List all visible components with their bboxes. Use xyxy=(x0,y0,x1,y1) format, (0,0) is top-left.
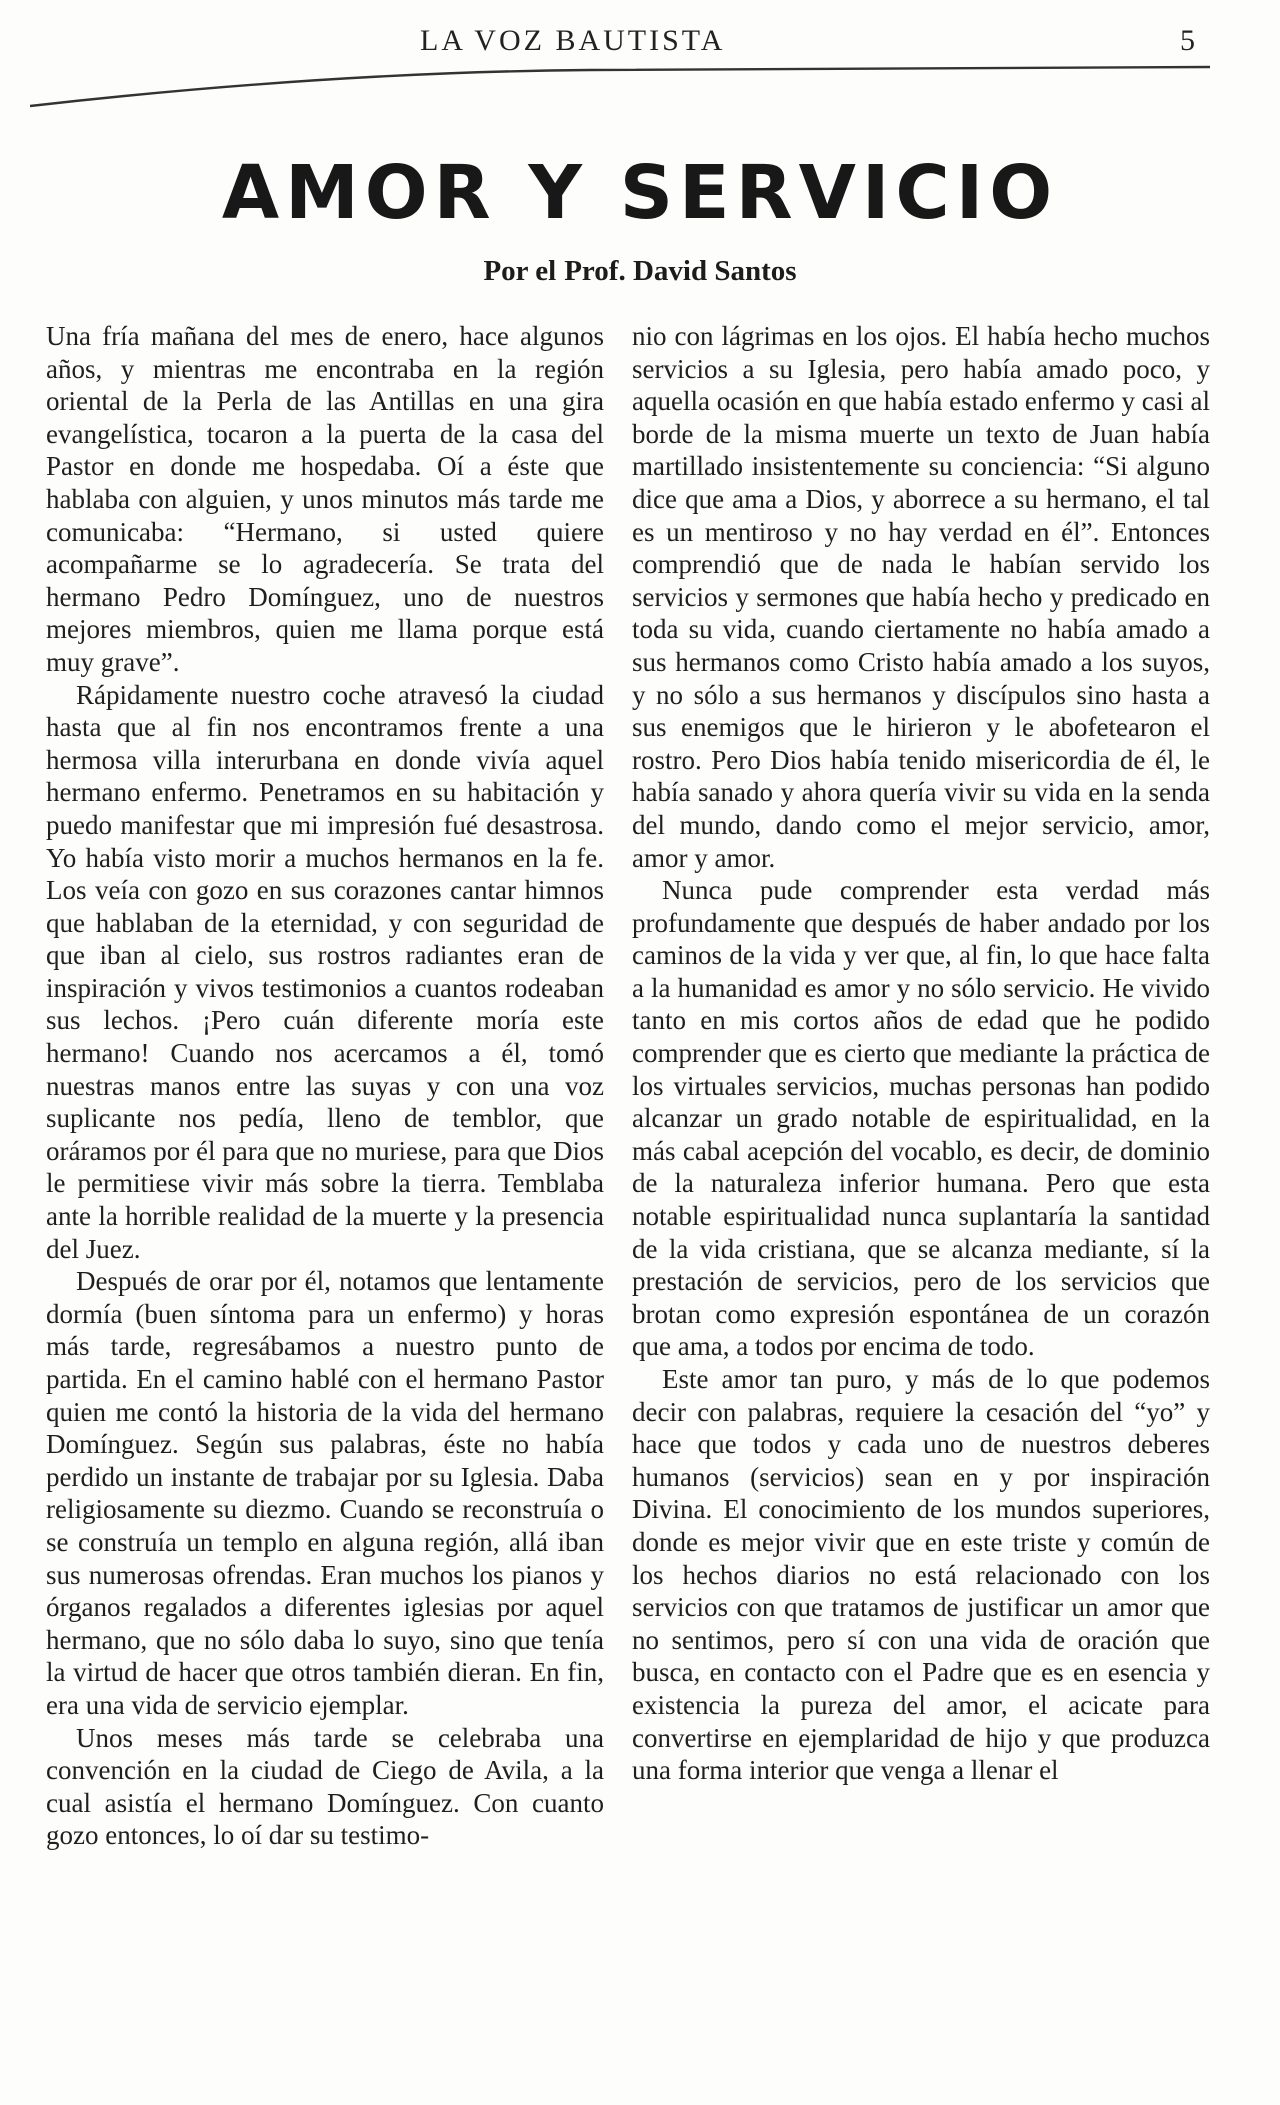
left-column xyxy=(46,320,604,2090)
article-title: AMOR Y SERVICIO xyxy=(221,150,1059,236)
paragraph: Después de orar por él, notamos que lentamente dormía (buen síntoma para un enfermo) y horas más tarde, regresábamos a nuestro punto de partida. En el camino hablé con el hermano Pastor quien me contó la historia de la vida del hermano Domínguez. Según sus palabras, éste no había perdido un instante de trabajar por su Iglesia. Daba religiosamente su diezmo. Cuando se reconstruía o se construía un templo en alguna región, allá iban sus numerosas ofrendas. Eran muchos los pianos y órganos regalados a diferentes iglesias por aquel hermano, que no sólo daba lo suyo, sino que tenía la virtud de hacer que otros también dieran. En fin, era una vida de servicio ejemplar. xyxy=(46,1266,604,1720)
header-rule xyxy=(30,64,1210,124)
paragraph: nio con lágrimas en los ojos. El había hecho muchos servicios a su Iglesia, pero había amado poco, y aquella ocasión en que había estado enfermo y casi al borde de la misma muerte un texto de Juan había martillado insistentemente su conciencia: “Si alguno dice que ama a Dios, y aborrece a su hermano, el tal es un mentiroso y no hay verdad en él”. Entonces comprendió que de nada le habían servido los servicios y sermones que había hecho y predicado en toda su vida, cuando ciertamente no había amado a sus hermanos como Cristo había amado a los suyos, y no sólo a sus hermanos y discípulos sino hasta a sus enemigos que le hirieron y le abofetearon el rostro. Pero Dios había tenido misericordia de él, le había sanado y ahora quería vivir su vida en la senda del mundo, dando como el mejor servicio, amor, amor y amor. xyxy=(632,321,1210,873)
paragraph: Una fría mañana del mes de enero, hace algunos años, y mientras me encontraba en la región oriental de la Perla de las Antillas en una gira evangelística, tocaron a la puerta de la casa del Pastor en donde me hospedaba. Oí a éste que hablaba con alguien, y unos minutos más tarde me comunicaba: “Hermano, si usted quiere acompañarme se lo agradecería. Se trata del hermano Pedro Domínguez, uno de nuestros mejores miembros, quien me llama porque está muy grave”. xyxy=(46,321,604,677)
author-name: Prof. David Santos xyxy=(564,255,797,287)
journal-name: LA VOZ BAUTISTA xyxy=(420,24,726,57)
paragraph: Rápidamente nuestro coche atravesó la ciudad hasta que al fin nos encontramos frente a una hermosa villa interurbana en donde vivía aquel hermano enfermo. Penetramos en su habitación y puedo manifestar que mi impresión fué desastrosa. Yo había visto morir a muchos hermanos en la fe. Los veía con gozo en sus corazones cantar himnos que hablaban de la eternidad, y con seguridad de que iban al cielo, sus rostros radiantes eran de inspiración y vivos testimonios a cuantos rodeaban sus lechos. ¡Pero cuán diferente moría este hermano! Cuando nos acercamos a él, tomó nuestras manos entre las suyas y con una voz suplicante nos pedía, lleno de temblor, que oráramos por él para que no muriese, para que Dios le permitiese vivir más sobre la tierra. Temblaba ante la horrible realidad de la muerte y la presencia del Juez. xyxy=(46,679,604,1264)
paragraph: Unos meses más tarde se celebraba una convención en la ciudad de Ciego de Avila, a la cual asistía el hermano Domínguez. Con cuanto gozo entonces, lo oí dar su testimo- xyxy=(46,1722,604,1851)
paragraph: Nunca pude comprender esta verdad más profundamente que después de haber andado por los caminos de la vida y ver que, al fin, lo que hace falta a la humanidad es amor y no sólo servicio. He vivido tanto en mis cortos años de edad que he podido comprender que es cierto que mediante la práctica de los virtuales servicios, muchas personas han podido alcanzar un grado notable de espiritualidad, en la más cabal acepción del vocablo, es decir, de dominio de la naturaleza inferior humana. Pero que esta notable espiritualidad nunca suplantaría la santidad de la vida cristiana, que se alcanza mediante, sí la prestación de servicios, pero de los servicios que brotan como expresión espontánea de un corazón que ama, a todos por encima de todo. xyxy=(632,875,1210,1362)
paragraph: Este amor tan puro, y más de lo que podemos decir con palabras, requiere la cesación del “yo” y hace que todos y cada uno de nuestros deberes humanos (servicios) sean en y por inspiración Divina. El conocimiento de los mundos superiores, donde es mejor vivir que en este triste y común de los hechos diarios no está relacionado con los servicios con que tratamos de justificar un amor que no sentimos, pero sí con una vida de oración que busca, en contacto con el Padre que es en esencia y existencia la pureza del amor, el acicate para convertirse en ejemplaridad de hijo y que produzca una forma interior que venga a llenar el xyxy=(632,1364,1210,1786)
byline xyxy=(0,255,1280,288)
running-head xyxy=(0,18,1280,68)
page-number: 5 xyxy=(1180,24,1195,57)
right-column xyxy=(632,320,1210,2090)
byline-prefix: Por el xyxy=(483,255,557,287)
